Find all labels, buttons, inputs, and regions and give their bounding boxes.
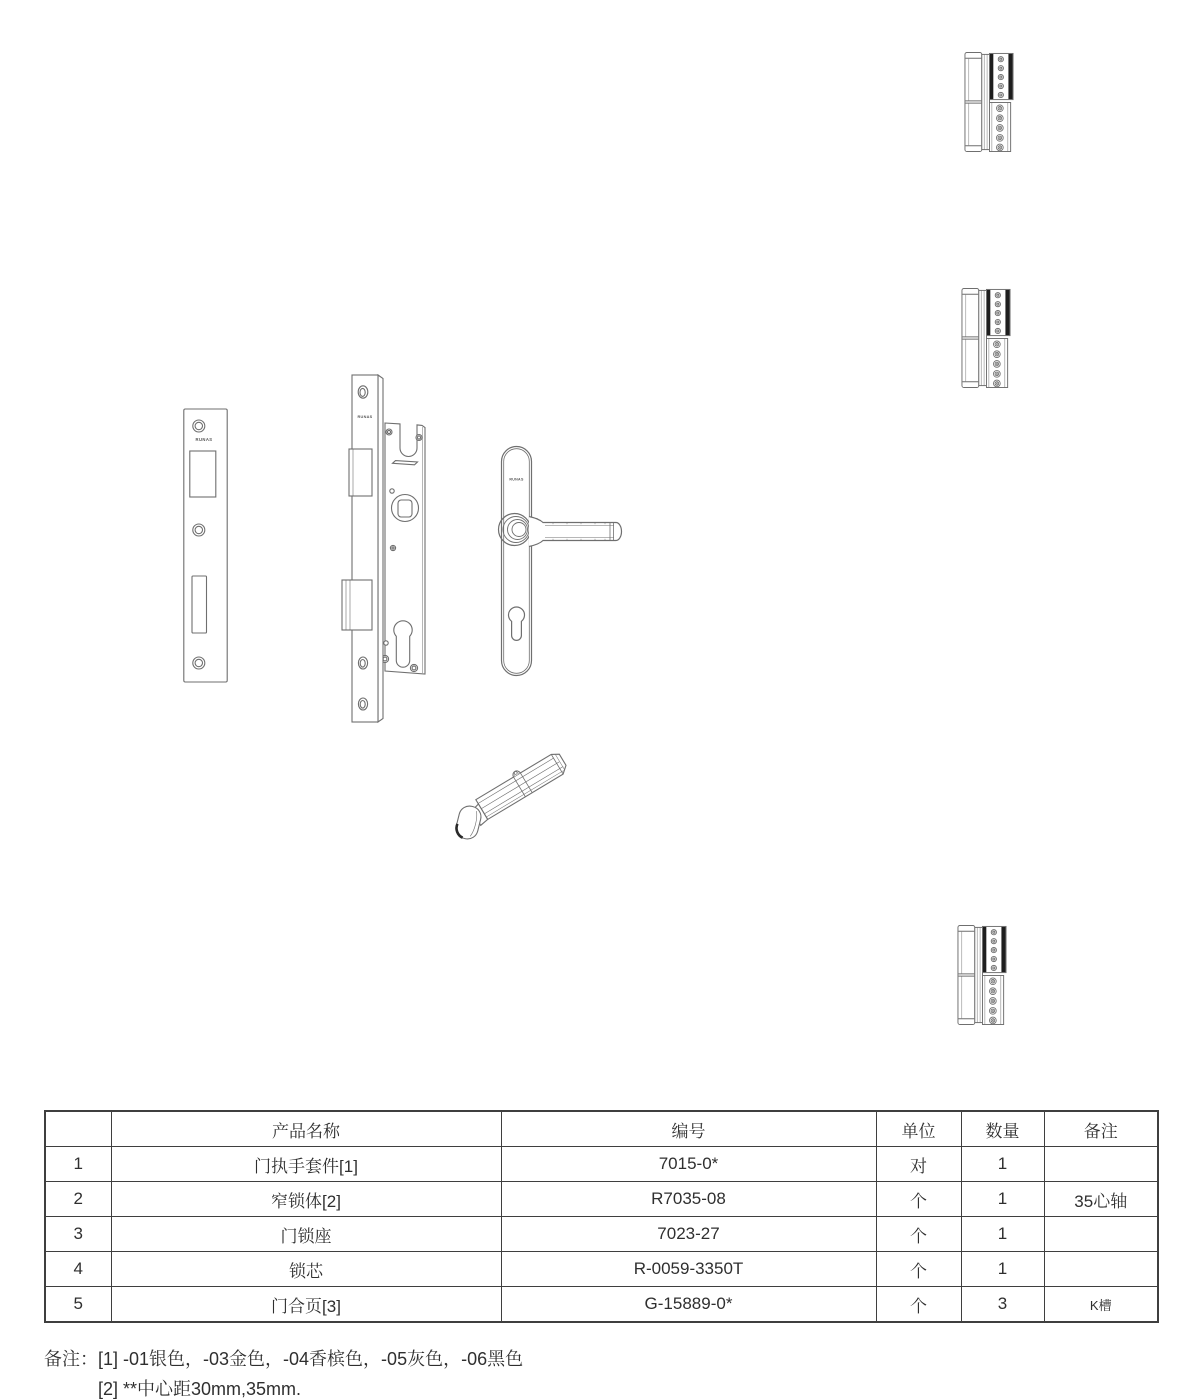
qty-cell: 1 <box>961 1182 1044 1217</box>
code-cell: R-0059-3350T <box>501 1252 876 1287</box>
parts-table <box>44 1110 1159 1323</box>
row-no-cell: 3 <box>45 1217 111 1252</box>
code-cell: 7023-27 <box>501 1217 876 1252</box>
product-name-cell: 门执手套件[1] <box>111 1147 501 1182</box>
note-cell <box>1044 1147 1158 1182</box>
brand-label: RUNAS <box>357 415 373 419</box>
door-hinge-svg <box>961 286 1011 390</box>
lock-body-svg <box>330 368 430 728</box>
table-row <box>45 1182 1158 1217</box>
code-cell: 7015-0* <box>501 1147 876 1182</box>
table-row <box>45 1217 1158 1252</box>
product-name-cell: 门合页[3] <box>111 1287 501 1323</box>
footnote-line-2: [2] **中心距30mm,35mm. <box>98 1379 302 1399</box>
table-row <box>45 1287 1158 1323</box>
header-unit: 单位 <box>876 1111 961 1147</box>
unit-cell: 个 <box>876 1287 961 1323</box>
footnotes-label: 备注： <box>44 1349 98 1369</box>
door-hinge-svg <box>957 923 1007 1027</box>
code-cell: R7035-08 <box>501 1182 876 1217</box>
unit-cell: 个 <box>876 1182 961 1217</box>
door-handle-drawing <box>495 442 635 682</box>
row-no-cell: 5 <box>45 1287 111 1323</box>
door-hinge-drawing-2 <box>961 286 1011 390</box>
footnotes <box>44 1344 523 1400</box>
unit-cell: 个 <box>876 1252 961 1287</box>
unit-cell: 个 <box>876 1217 961 1252</box>
qty-cell: 1 <box>961 1217 1044 1252</box>
table-row <box>45 1252 1158 1287</box>
row-no-cell: 1 <box>45 1147 111 1182</box>
header-code: 编号 <box>501 1111 876 1147</box>
door-hinge-svg <box>964 50 1014 154</box>
parts-table-body <box>45 1147 1158 1323</box>
code-cell: G-15889-0* <box>501 1287 876 1323</box>
header-note: 备注 <box>1044 1111 1158 1147</box>
product-name-cell: 锁芯 <box>111 1252 501 1287</box>
door-hinge-drawing-3 <box>957 923 1007 1027</box>
door-handle-svg <box>495 442 635 682</box>
qty-cell: 1 <box>961 1252 1044 1287</box>
footnote-lines <box>98 1344 523 1400</box>
parts-table-header <box>45 1111 1158 1147</box>
note-cell <box>1044 1252 1158 1287</box>
qty-cell: 1 <box>961 1147 1044 1182</box>
door-hinge-drawing-1 <box>964 50 1014 154</box>
product-name-cell: 窄锁体[2] <box>111 1182 501 1217</box>
lock-cylinder-drawing <box>452 748 577 853</box>
qty-cell: 3 <box>961 1287 1044 1323</box>
strike-plate-svg <box>183 407 228 683</box>
row-no-cell: 4 <box>45 1252 111 1287</box>
brand-label: RUNAS <box>509 477 524 482</box>
product-name-cell: 门锁座 <box>111 1217 501 1252</box>
table-row <box>45 1147 1158 1182</box>
header-no <box>45 1111 111 1147</box>
note-cell: 35心轴 <box>1044 1182 1158 1217</box>
strike-plate-drawing <box>183 407 228 683</box>
lock-body-drawing <box>330 368 430 728</box>
header-row <box>45 1111 1158 1147</box>
note-cell: K槽 <box>1044 1287 1158 1323</box>
note-cell <box>1044 1217 1158 1252</box>
unit-cell: 对 <box>876 1147 961 1182</box>
row-no-cell: 2 <box>45 1182 111 1217</box>
footnote-line-1: [1] -01银色，-03金色，-04香槟色，-05灰色，-06黑色 <box>98 1349 524 1369</box>
header-qty: 数量 <box>961 1111 1044 1147</box>
header-product-name: 产品名称 <box>111 1111 501 1147</box>
lock-cylinder-svg <box>452 748 577 853</box>
brand-label: RUNAS <box>195 437 213 442</box>
